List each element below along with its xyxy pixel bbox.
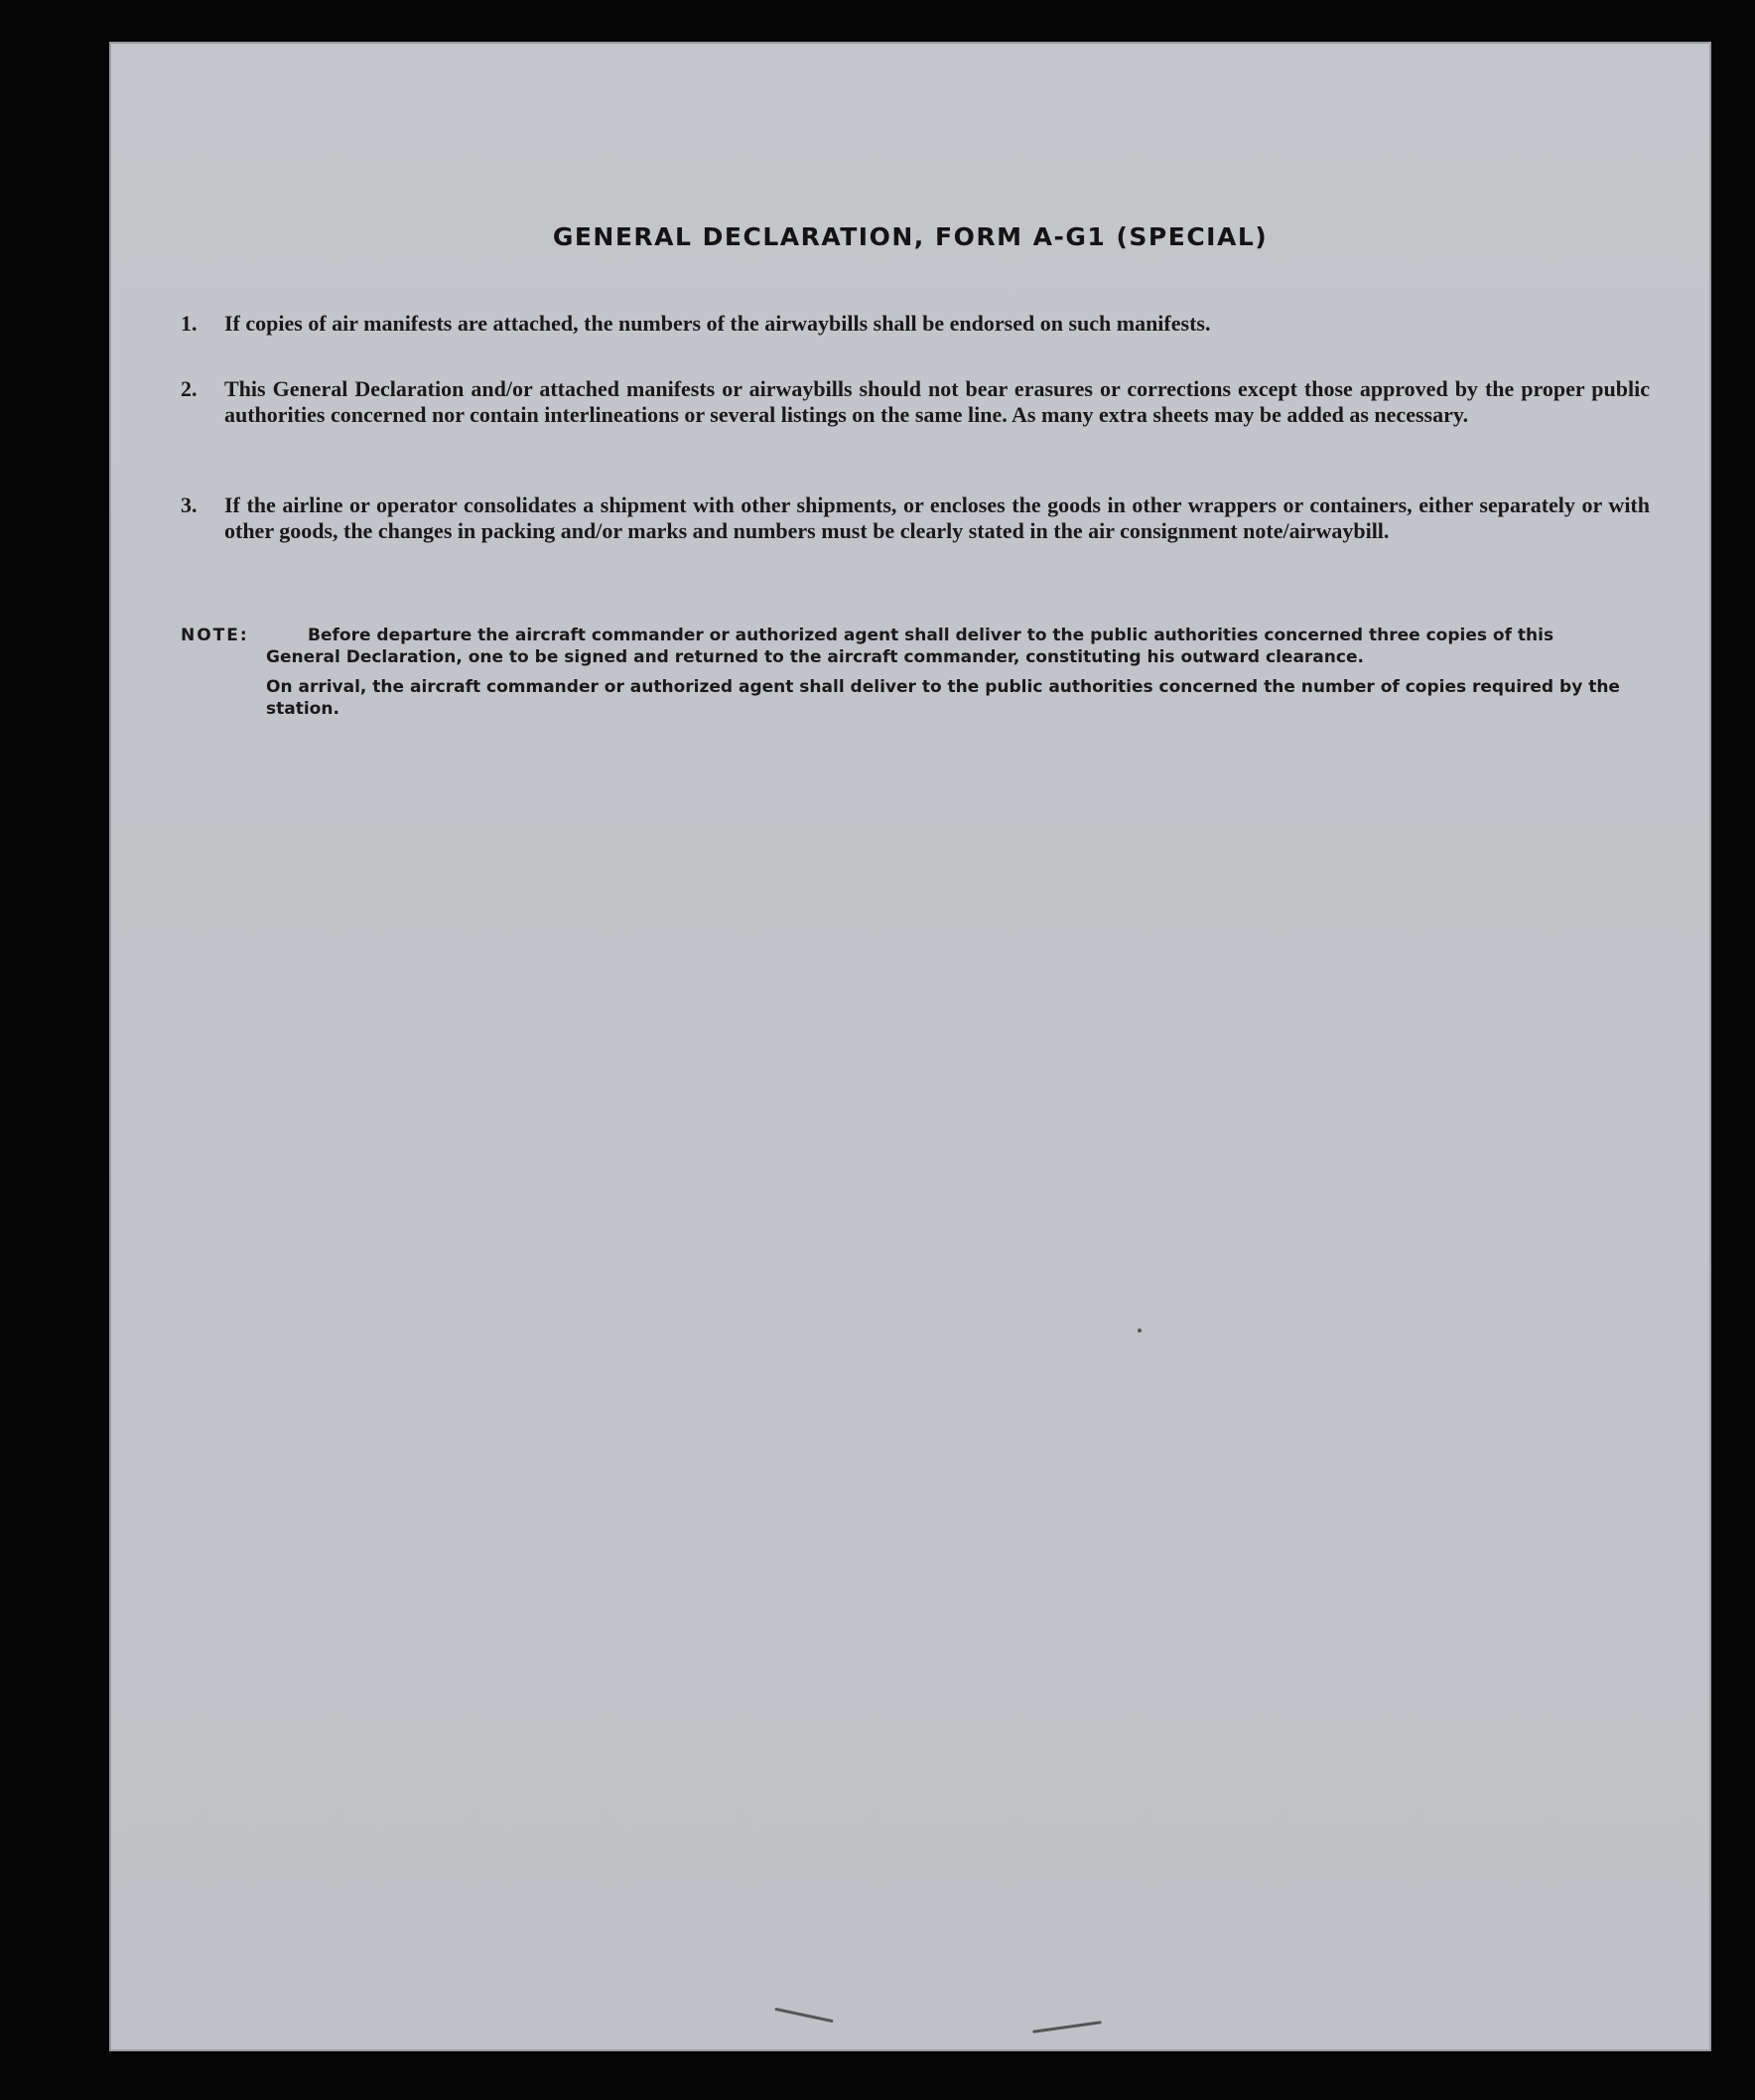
scan-mark [1138, 1329, 1142, 1332]
item-number: 2. [181, 376, 198, 401]
document-page [109, 42, 1711, 2051]
item-text: If the airline or operator consolidates a shipment with other shipments, or encloses the goods in other wrappers or containers, either separately or with other goods, the changes in packing and/or marks and numbers must be clearly stated in the air consignment note/airwaybill. [224, 492, 1650, 543]
page-title: GENERAL DECLARATION, FORM A-G1 (SPECIAL) [552, 222, 1269, 251]
item-text: This General Declaration and/or attached manifests or airwaybills should not bear erasures or corrections except those approved by the proper public authorities concerned nor contain interlineations or several listings on the same line. As many extra sheets may be added as necessary. [224, 376, 1650, 427]
item-number: 1. [181, 311, 198, 336]
item-number: 3. [181, 492, 198, 517]
item-text: If copies of air manifests are attached, the numbers of the airwaybills shall be endorsed on such manifests. [224, 311, 1211, 336]
note-paragraph-arrival: On arrival, the aircraft commander or authorized agent shall deliver to the public authorities concerned the number of copies required by the station. [266, 677, 1620, 719]
note-paragraph-departure: Before departure the aircraft commander or authorized agent shall deliver to the public authorities concerned three copies of this General Declaration, one to be signed and returned to the aircraft commander, constituting his outward clearance. [266, 626, 1554, 667]
scan-mark [774, 2008, 833, 2023]
note-label: NOTE: [181, 626, 249, 645]
scan-mark [1032, 2021, 1102, 2033]
